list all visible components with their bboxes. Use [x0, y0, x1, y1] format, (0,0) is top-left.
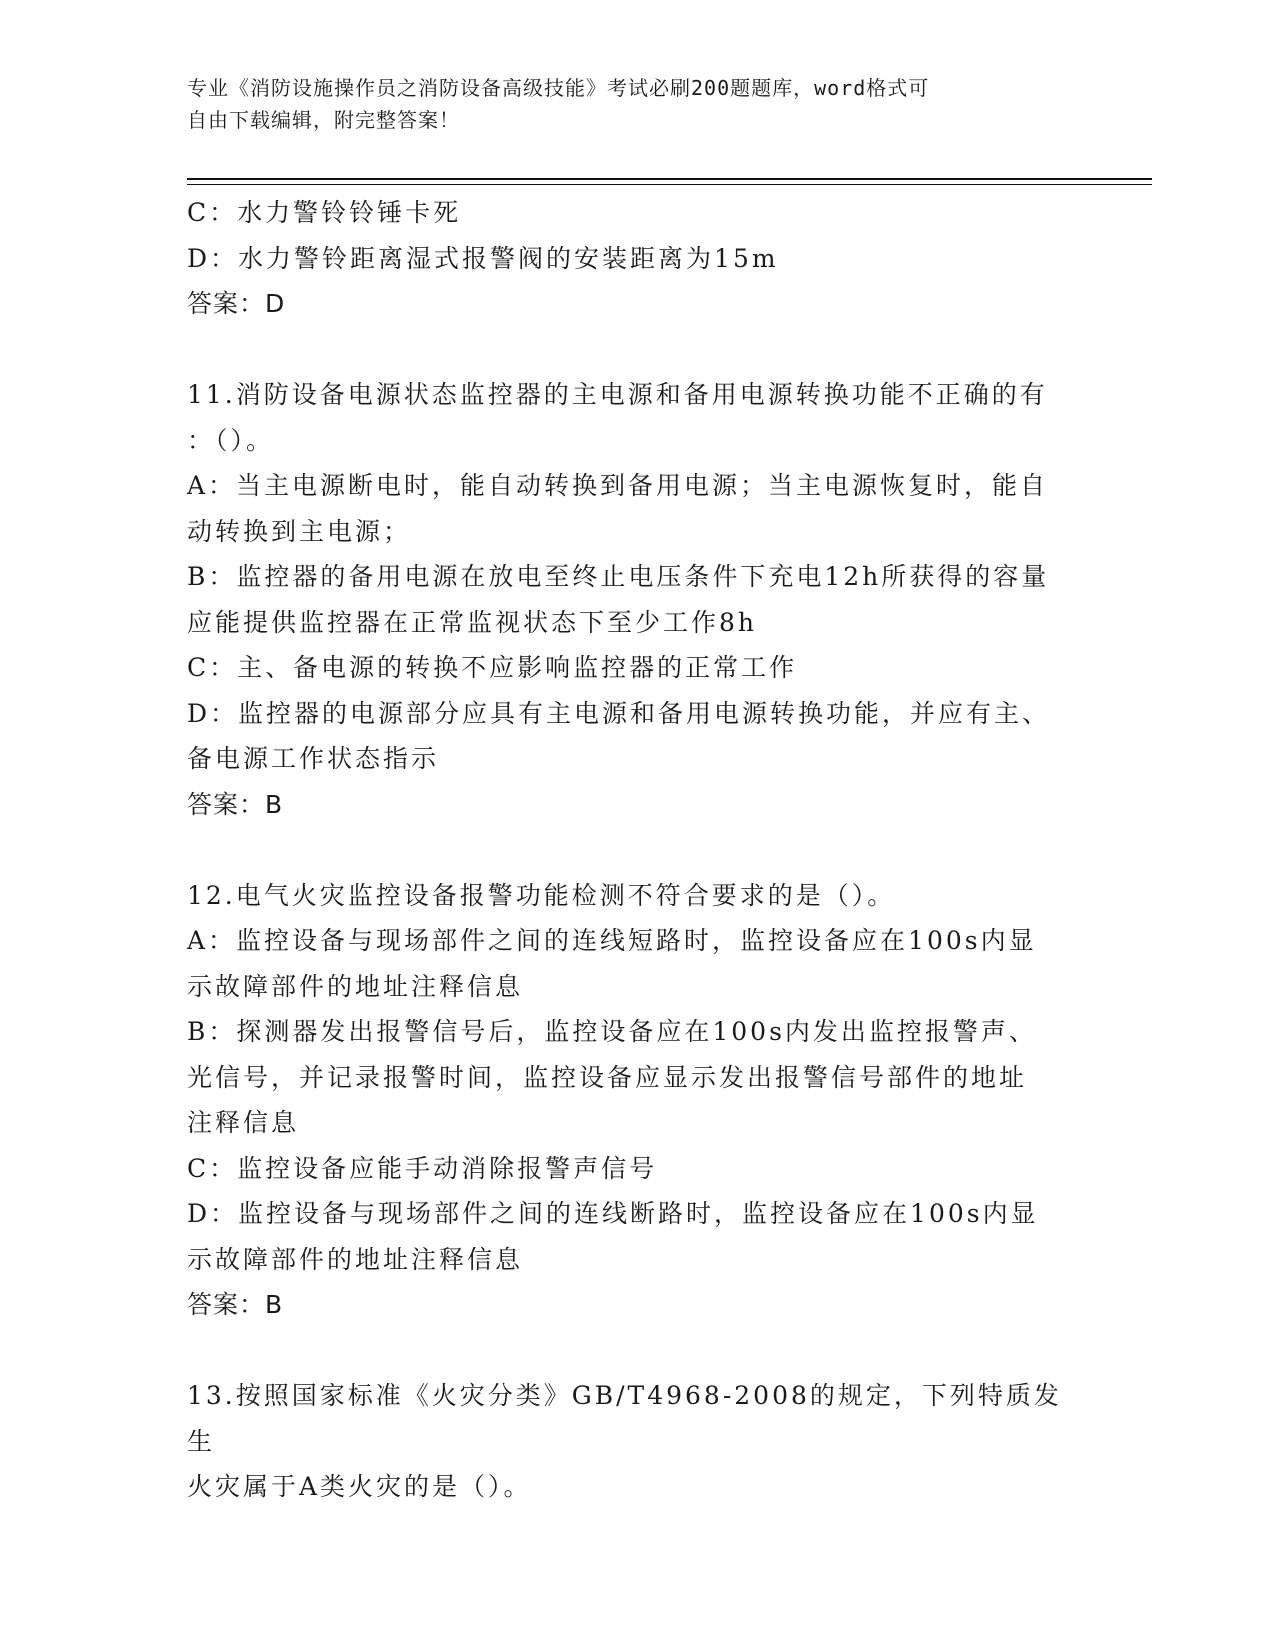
question-11	[187, 372, 1082, 827]
question-12-stem: 12.电气火灾监控设备报警功能检测不符合要求的是（）。	[187, 880, 896, 910]
question-11-option-b-line-1: B：监控器的备用电源在放电至终止电压条件下充电12h所获得的容量	[187, 562, 1050, 591]
question-13-stem-line-2: 火灾属于A类火灾的是（）。	[187, 1472, 532, 1501]
document-body	[187, 190, 1082, 1510]
question-11-stem-line-1: 11.消防设备电源状态监控器的主电源和备用电源转换功能不正确的有	[187, 380, 1048, 409]
question-spacer	[187, 1328, 1082, 1374]
question-10-option-d: D：水力警铃距离湿式报警阀的安装距离为15m	[187, 243, 779, 273]
question-13-stem-line-1: 13.按照国家标准《火灾分类》GB/T4968-2008的规定，下列特质发生	[187, 1381, 1062, 1456]
question-11-option-a-line-2: 动转换到主电源；	[187, 516, 412, 546]
question-spacer	[187, 827, 1082, 873]
header-divider-thick	[187, 178, 1152, 180]
question-10-option-c: C：水力警铃铃锤卡死	[187, 198, 462, 227]
question-12-answer: 答案：B	[187, 1290, 284, 1319]
question-12-option-b-line-2: 光信号，并记录报警时间，监控设备应显示发出报警信号部件的地址	[187, 1062, 1028, 1092]
header-divider-thin	[187, 184, 1152, 185]
question-12-option-a-line-2: 示故障部件的地址注释信息	[187, 971, 524, 1001]
question-13	[187, 1373, 1082, 1510]
question-11-option-c: C：主、备电源的转换不应影响监控器的正常工作	[187, 653, 798, 682]
question-11-option-d-line-2: 备电源工作状态指示	[187, 744, 440, 773]
document-header	[187, 72, 1067, 136]
question-10-tail	[187, 190, 1082, 327]
question-12-option-a-line-1: A：监控设备与现场部件之间的连线短路时，监控设备应在100s内显	[187, 926, 1037, 955]
question-10-answer: 答案：D	[187, 289, 286, 318]
question-11-option-d-line-1: D：监控器的电源部分应具有主电源和备用电源转换功能，并应有主、	[187, 698, 1051, 728]
question-spacer	[187, 327, 1082, 373]
question-12-option-d-line-1: D：监控设备与现场部件之间的连线断路时，监控设备应在100s内显	[187, 1199, 1039, 1228]
question-12-option-c: C：监控设备应能手动消除报警声信号	[187, 1153, 658, 1183]
question-12-option-b-line-1: B：探测器发出报警信号后，监控设备应在100s内发出监控报警声、	[187, 1017, 1037, 1046]
header-line-1: 专业《消防设施操作员之消防设备高级技能》考试必刷200题题库，word格式可	[187, 76, 930, 100]
question-12-option-b-line-3: 注释信息	[187, 1108, 300, 1137]
question-11-stem-line-2: ：（）。	[187, 425, 275, 455]
question-11-answer: 答案：B	[187, 789, 284, 819]
question-12	[187, 873, 1082, 1328]
question-12-option-d-line-2: 示故障部件的地址注释信息	[187, 1244, 524, 1274]
header-line-2: 自由下载编辑，附完整答案！	[187, 108, 460, 132]
question-11-option-b-line-2: 应能提供监控器在正常监视状态下至少工作8h	[187, 607, 758, 637]
question-11-option-a-line-1: A：当主电源断电时，能自动转换到备用电源；当主电源恢复时，能自	[187, 471, 1049, 500]
